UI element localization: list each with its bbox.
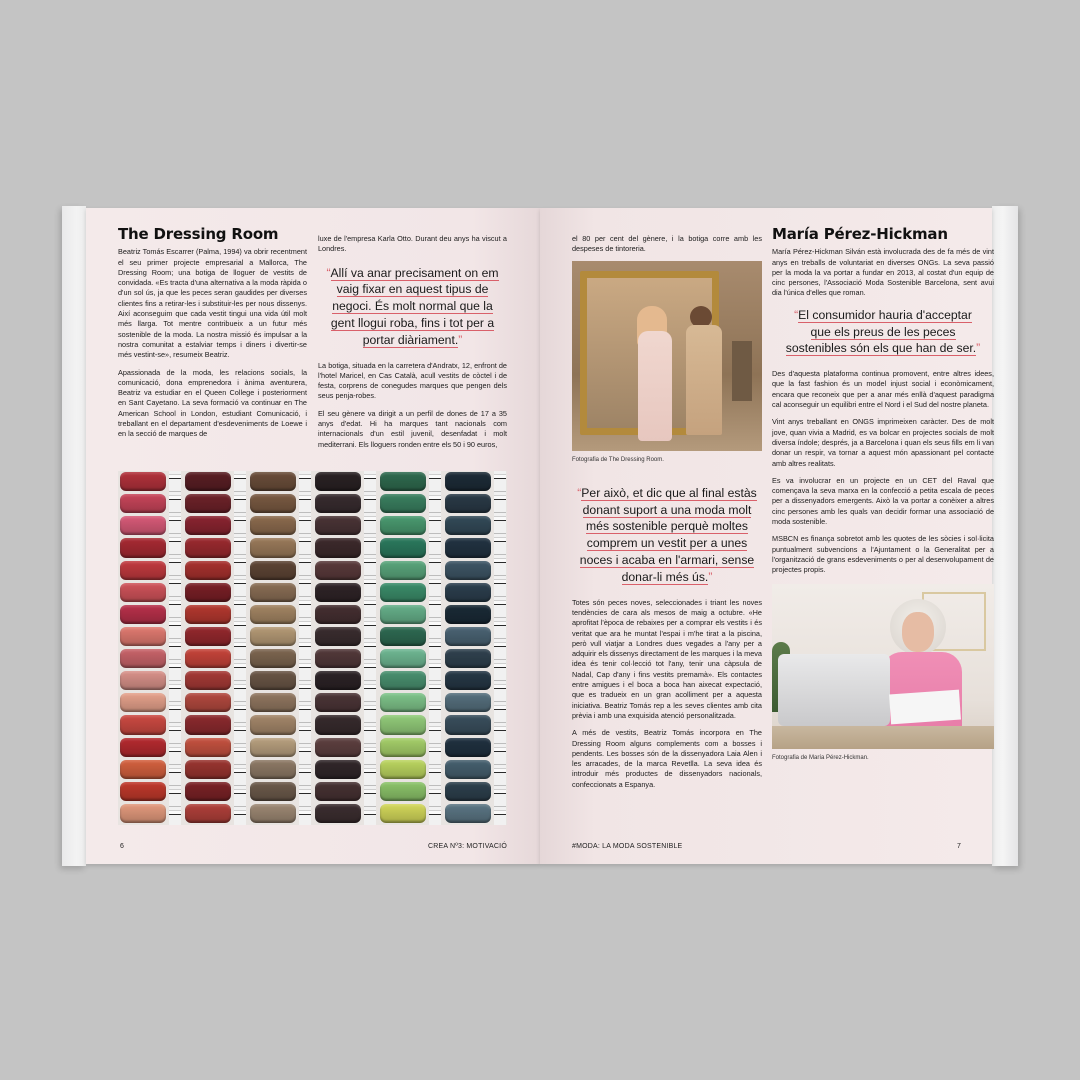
page-number-left: 6 [120, 843, 125, 850]
thread-spool [250, 782, 296, 801]
thread-spool [120, 671, 166, 690]
thread-spool [185, 671, 231, 690]
thread-spool [185, 472, 231, 491]
thread-spools-photo [118, 471, 507, 825]
pull-quote-right-2 [772, 307, 994, 357]
magazine-left-edge [62, 206, 86, 866]
thread-spool [315, 649, 361, 668]
thread-spool [315, 627, 361, 646]
thread-spool [380, 516, 426, 535]
thread-spool [250, 760, 296, 779]
thread-spool [315, 671, 361, 690]
quote-close-mark: ” [458, 332, 463, 347]
thread-spool [445, 804, 491, 823]
paragraph: Vint anys treballant en ONGS imprimeixen caràcter. Des de molt jove, quan vivia a Madrid, es va bolcar en projectes socials de molt diversa índole; després, ja a Barcelona i quan els seus fills em li van donar un respir, va tornar a aquest món apassionant pel contacte amb altres realitats. [772, 417, 994, 468]
paragraph: A més de vestits, Beatriz Tomás incorpora en The Dressing Room alguns complements com a bosses i pendents. Les bosses són de la dissenyadora Laia Alen i les arracades, de la marca Revetlla. La seva idea és introduir més productes de dissenyadors nacionals, confeccionats a Espanya. [572, 728, 762, 789]
spool-column [380, 471, 430, 825]
thread-spool [120, 538, 166, 557]
barcode-strip [234, 471, 246, 825]
thread-spool [380, 760, 426, 779]
thread-spool [315, 782, 361, 801]
thread-spool [380, 627, 426, 646]
quote-line: donant suport a una moda molt [582, 502, 752, 517]
spool-column [445, 471, 495, 825]
thread-spool [120, 715, 166, 734]
paragraph: Beatriz Tomás Escarrer (Palma, 1994) va obrir recentment el seu primer projecte empresarial a Mallorca, The Dressing Room; una botiga de lloguer de vestits de convidada. «Es tracta d'una alternativa a la moda ràpida o d'un sol ús, ja que les peces seran gaudides per diverses clientes fins a retirar-les i substituir-les per nous dissenys. Així aconseguim que cada vestit tingui una vida útil molt més llarga. Tot mentre contribueix a un futur més sostenible de la moda. La nostra missió és impulsar a la nostra comunitat a estalviar temps i diners i divertir-se més vestint-se», resumeix Beatriz. [118, 247, 307, 360]
thread-spool [380, 671, 426, 690]
thread-spool [315, 738, 361, 757]
quote-line: Allí va anar precisament on em [330, 265, 499, 280]
right-column-1 [572, 234, 762, 797]
thread-spool [250, 516, 296, 535]
thread-spool [250, 627, 296, 646]
thread-spool [120, 738, 166, 757]
barcode-strip [299, 471, 311, 825]
pull-quote-right-1 [572, 485, 762, 586]
paragraph: La botiga, situada en la carretera d'Andratx, 12, enfront de l'hotel Maricel, en Cas Català, acull vestits de còctel i de festa, corprens de conegudes marques que pengen dels seus penja-robes. [318, 360, 507, 401]
thread-spool [250, 693, 296, 712]
quote-line: sostenibles són els que han de ser. [785, 341, 977, 356]
thread-spool [445, 671, 491, 690]
thread-spool [185, 738, 231, 757]
paragraph: luxe de l'empresa Karla Otto. Durant deu anys ha viscut a Londres. [318, 234, 507, 254]
maria-portrait-photo [772, 584, 994, 749]
thread-spool [185, 649, 231, 668]
running-title-left: CREA Nº3: MOTIVACIÓ [428, 843, 507, 850]
pink-dress-figure [638, 331, 672, 441]
thread-spool [250, 715, 296, 734]
thread-spool [120, 782, 166, 801]
paragraph: MSBCN es finança sobretot amb les quotes de les sòcies i sol·licita puntualment subvencions a l'Ajuntament o la Generalitat per a l'organització de grans esdeveniments o per al desenvolupament de projectes propis. [772, 534, 994, 575]
thread-spool [120, 583, 166, 602]
thread-spool [185, 693, 231, 712]
thread-spool [315, 804, 361, 823]
thread-spool [380, 804, 426, 823]
paragraph: María Pérez-Hickman Silván està involucrada des de fa més de vint anys en treballs de voluntariat en diverses ONGs. La seva passió per la moda la va portar a fundar en 2013, al costat d'un equip de cinc persones, l'Associació Moda Sostenible Barcelona, sent avui dia l'única d'elles que roman. [772, 247, 994, 298]
quote-line: donar-li més ús. [621, 569, 709, 584]
spool-column [120, 471, 170, 825]
thread-spool [445, 583, 491, 602]
barcode-strip [494, 471, 506, 825]
thread-spool [120, 472, 166, 491]
thread-spool [250, 649, 296, 668]
desk [772, 726, 994, 749]
thread-spool [445, 627, 491, 646]
thread-spool [250, 583, 296, 602]
thread-spool [185, 561, 231, 580]
quote-line: noces i acaba en l'armari, sense [579, 553, 755, 568]
quote-open-mark: “ [326, 265, 331, 280]
paragraph: Es va involucrar en un projecte en un CET del Raval que començava la seva marxa en la confecció a petita escala de peces per a dissenyadors emergents. Això la va portar a conèixer a altres cinc persones amb les quals van decidir formar una associació de moda sostenible. [772, 475, 994, 527]
thread-spool [315, 516, 361, 535]
left-column-2 [318, 234, 507, 457]
quote-line: que els preus de les peces [810, 324, 956, 339]
thread-spool [250, 472, 296, 491]
quote-open-mark: “ [794, 307, 799, 322]
paragraph: Apassionada de la moda, les relacions socials, la comunicació, dona emprenedora i ànima aventurera, Beatriz va estudiar en el Queen College i posteriorment en Sant Cayetano. La seva formació va continuar en The American School in London, estudiant Comunicació, i treballant en el departament d'esdeveniments de Loewe i en la secció de marques de [118, 367, 307, 439]
thread-spool [185, 494, 231, 513]
thread-spool [250, 494, 296, 513]
quote-line: portar diàriament. [362, 332, 459, 347]
quote-close-mark: ” [708, 569, 713, 584]
thread-spool [380, 538, 426, 557]
paper-document [889, 689, 961, 724]
thread-spool [380, 649, 426, 668]
thread-spool [380, 605, 426, 624]
thread-spool [185, 583, 231, 602]
barcode-strip [169, 471, 181, 825]
paragraph: El seu gènere va dirigit a un perfil de dones de 17 a 35 anys d'edat. Hi ha marques tant nacionals com internacionals d'un estil juvenil, desenfadat i molt mediterrani. Els lloguers ronden entre els 50 i 90 euros, [318, 408, 507, 449]
thread-spool [250, 538, 296, 557]
thread-spool [315, 693, 361, 712]
quote-open-mark: “ [577, 485, 582, 500]
pull-quote-left [318, 265, 507, 349]
quote-line: gent llogui roba, fins i tot per a [330, 315, 495, 330]
thread-spool [445, 649, 491, 668]
right-column-2 [772, 225, 994, 763]
thread-spool [445, 782, 491, 801]
thread-spool [380, 693, 426, 712]
thread-spool [185, 516, 231, 535]
barcode-strip [364, 471, 376, 825]
thread-spool [185, 627, 231, 646]
thread-spool [120, 649, 166, 668]
magazine-right-edge [992, 206, 1018, 866]
quote-line: comprem un vestit per a unes [586, 536, 748, 551]
quote-line: més sostenible perquè moltes [586, 519, 748, 534]
quote-close-mark: ” [976, 341, 981, 356]
article-heading-dressing-room: The Dressing Room [118, 225, 279, 243]
thread-spool [445, 472, 491, 491]
thread-spool [445, 738, 491, 757]
thread-spool [380, 782, 426, 801]
thread-spool [120, 627, 166, 646]
thread-spool [185, 804, 231, 823]
quote-line: negoci. És molt normal que la [332, 299, 493, 314]
photo-caption: Fotografia de The Dressing Room. [572, 456, 664, 463]
spool-column [185, 471, 235, 825]
thread-spool [315, 760, 361, 779]
paragraph: Totes són peces noves, seleccionades i triant les noves tendències de cara als mesos de maig a octubre. «He aprofitat l'època de rebaixes per a comprar els vestits i és veritat que ara he muntat l'espai i m'he tirat a la piscina, però vull viatjar a Londres dues vegades a l'any per a adquirir els dissenys directament de les marques i la meva idea és tenir col·lecció tot l'any, tenir una càpsula de Nadal, Cap d'any i fins vestits premamà». Els contactes entre amigues i el boca a boca han aixecat expectació, que es tradueix en un gran acolliment per a aquesta iniciativa. Beatriz Tomás rep a les seves clientes amb cita prèvia i amb una exquisida atenció personalitzada. [572, 597, 762, 720]
thread-spool [185, 782, 231, 801]
thread-spool [120, 804, 166, 823]
spool-column [315, 471, 365, 825]
thread-spool [250, 671, 296, 690]
thread-spool [120, 561, 166, 580]
thread-spool [120, 516, 166, 535]
thread-spool [185, 715, 231, 734]
thread-spool [445, 538, 491, 557]
thread-spool [315, 583, 361, 602]
paragraph: Des d'aquesta plataforma continua promovent, entre altres idees, que la fast fashion és un model injust social i econòmicament, encara que reconeix que per a anar més enllà d'aquest paradigma cal aconseguir un equilibri entre el Nord i el Sud del nostre planeta. [772, 369, 994, 410]
thread-spool [445, 760, 491, 779]
photo-caption: Fotografia de María Pérez-Hickman. [772, 754, 869, 761]
thread-spool [380, 561, 426, 580]
barcode-strip [429, 471, 441, 825]
thread-spool [445, 605, 491, 624]
thread-spool [445, 561, 491, 580]
thread-spool [250, 605, 296, 624]
thread-spool [445, 516, 491, 535]
thread-spool [185, 760, 231, 779]
thread-spool [185, 605, 231, 624]
thread-spool [445, 715, 491, 734]
thread-spool [315, 715, 361, 734]
thread-spool [250, 561, 296, 580]
article-heading-maria-perez-hickman: María Pérez-Hickman [772, 225, 948, 243]
thread-spool [380, 715, 426, 734]
left-column-1 [118, 225, 307, 447]
running-title-right: #MODA: LA MODA SOSTENIBLE [572, 843, 683, 850]
dressing-room-photo [572, 261, 762, 451]
furniture [732, 341, 752, 401]
thread-spool [380, 472, 426, 491]
thread-spool [250, 738, 296, 757]
thread-spool [120, 494, 166, 513]
thread-spool [380, 738, 426, 757]
thread-spool [445, 693, 491, 712]
quote-line: vaig fixar en aquest tipus de [336, 282, 489, 297]
thread-spool [380, 583, 426, 602]
thread-spool [120, 693, 166, 712]
page-number-right: 7 [957, 843, 962, 850]
thread-spool [120, 605, 166, 624]
thread-spool [315, 561, 361, 580]
paragraph: el 80 per cent del gènere, i la botiga corre amb les despeses de tintoreria. [572, 234, 762, 254]
thread-spool [185, 538, 231, 557]
thread-spool [120, 760, 166, 779]
thread-spool [315, 472, 361, 491]
laptop [778, 654, 890, 726]
beige-suit-figure [686, 325, 722, 435]
thread-spool [250, 804, 296, 823]
face [902, 612, 934, 652]
quote-line: Per això, et dic que al final estàs [581, 485, 757, 500]
thread-spool [380, 494, 426, 513]
spool-column [250, 471, 300, 825]
thread-spool [445, 494, 491, 513]
quote-line: El consumidor hauria d'acceptar [798, 307, 972, 322]
thread-spool [315, 538, 361, 557]
thread-spool [315, 605, 361, 624]
thread-spool [315, 494, 361, 513]
